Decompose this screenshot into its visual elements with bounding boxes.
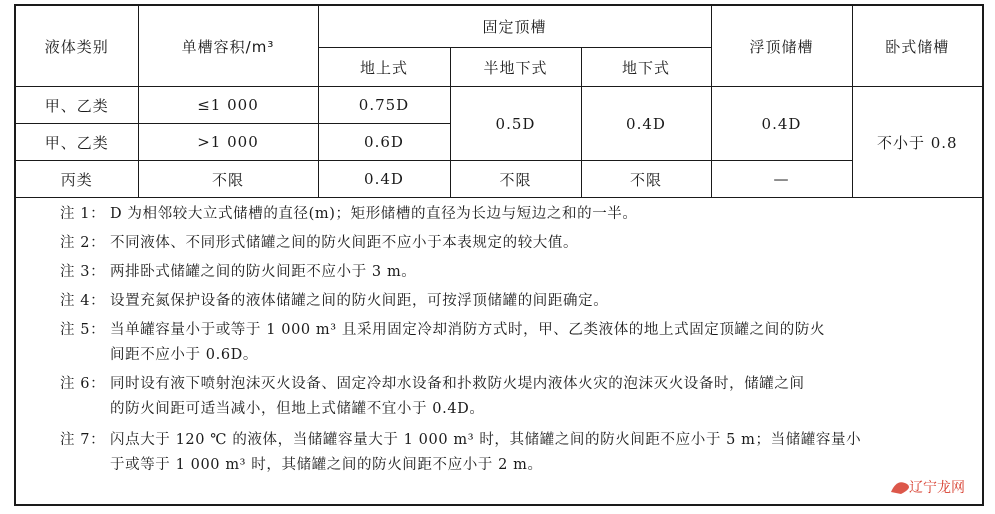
note-line: 当单罐容量小于或等于 1 000 m³ 且采用固定冷却消防方式时，甲、乙类液体的地上式固定顶罐之间的防火	[110, 322, 826, 338]
row2-above: 0.6D	[318, 124, 450, 161]
header-semi-underground: 半地下式	[450, 48, 581, 87]
note-line: 于或等于 1 000 m³ 时，其储罐之间的防火间距不应小于 2 m。	[110, 457, 543, 473]
row3-above: 0.4D	[318, 161, 450, 198]
row1-above: 0.75D	[318, 87, 450, 124]
note-label: 注 7：	[60, 432, 106, 448]
watermark-swirl-icon	[891, 482, 909, 494]
floating-ab-merged: 0.4D	[711, 87, 852, 161]
note-line: D 为相邻较大立式储槽的直径(m)；矩形储槽的直径为长边与短边之和的一半。	[110, 206, 638, 222]
note-label: 注 4：	[60, 293, 106, 309]
row3-type: 丙类	[16, 161, 138, 198]
header-floating-roof: 浮顶储槽	[711, 6, 852, 87]
note-label: 注 2：	[60, 235, 106, 251]
table-notes	[16, 196, 982, 502]
row2-volume: >1 000	[138, 124, 318, 161]
note-text	[110, 428, 972, 478]
row3-under: 不限	[581, 161, 711, 198]
header-tank-volume: 单槽容积/m³	[138, 6, 318, 87]
spacing-table-frame	[14, 4, 984, 506]
semi-ab-merged: 0.5D	[450, 87, 581, 161]
note-line: 的防火间距可适当减小，但地上式储罐不宜小于 0.4D。	[110, 401, 485, 417]
header-horizontal: 卧式储槽	[852, 6, 982, 87]
row2-type: 甲、乙类	[16, 124, 138, 161]
horizontal-all-merged: 不小于 0.8	[852, 87, 982, 198]
note-text	[110, 372, 972, 422]
row3-semi: 不限	[450, 161, 581, 198]
row3-floating: —	[711, 161, 852, 198]
note-label: 注 3：	[60, 264, 106, 280]
fire-spacing-table	[16, 6, 982, 198]
note-line: 设置充氮保护设备的液体储罐之间的防火间距，可按浮顶储罐的间距确定。	[110, 293, 609, 309]
header-fixed-roof: 固定顶槽	[318, 6, 711, 48]
note-line: 不同液体、不同形式储罐之间的防火间距不应小于本表规定的较大值。	[110, 235, 579, 251]
note-line: 两排卧式储罐之间的防火间距不应小于 3 m。	[110, 264, 417, 280]
note-text	[110, 318, 972, 368]
under-ab-merged: 0.4D	[581, 87, 711, 161]
header-liquid-type: 液体类别	[16, 6, 138, 87]
note-line: 间距不应小于 0.6D。	[110, 347, 258, 363]
header-above-ground: 地上式	[318, 48, 450, 87]
note-text	[110, 202, 972, 227]
row3-volume: 不限	[138, 161, 318, 198]
note-label: 注 6：	[60, 376, 106, 392]
note-text	[110, 260, 972, 285]
row1-volume: ≤1 000	[138, 87, 318, 124]
note-label: 注 5：	[60, 322, 106, 338]
site-watermark-logo	[887, 470, 965, 500]
note-text	[110, 289, 972, 314]
watermark-text: 辽宁龙网	[909, 480, 965, 496]
note-line: 同时设有液下喷射泡沫灭火设备、固定冷却水设备和扑救防火堤内液体火灾的泡沫灭火设备时，储罐之间	[110, 376, 805, 392]
note-line: 闪点大于 120 ℃ 的液体，当储罐容量大于 1 000 m³ 时，其储罐之间的防火间距不应小于 5 m；当储罐容量小	[110, 432, 862, 448]
note-label: 注 1：	[60, 206, 106, 222]
row1-type: 甲、乙类	[16, 87, 138, 124]
note-text	[110, 231, 972, 256]
header-underground: 地下式	[581, 48, 711, 87]
